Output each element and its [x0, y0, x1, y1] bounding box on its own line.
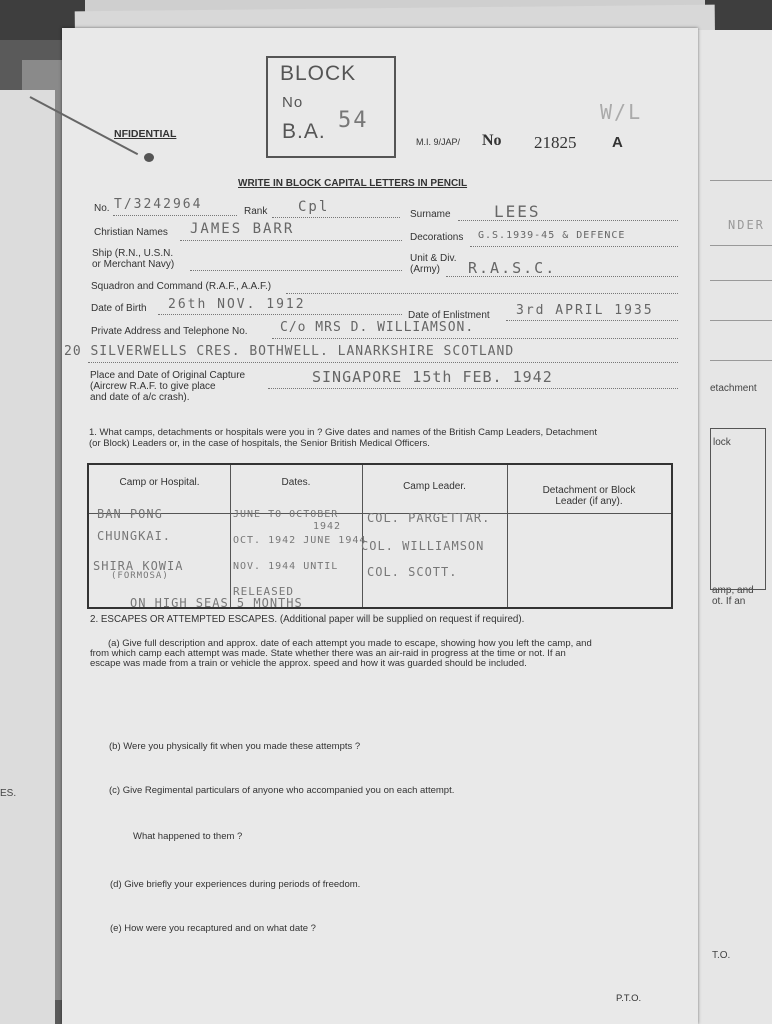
enlistment-label: Date of Enlistment: [408, 310, 490, 321]
right-sheet-text: etachment: [710, 383, 757, 394]
right-sheet-text: T.O.: [712, 950, 731, 961]
q2-title: 2. ESCAPES OR ATTEMPTED ESCAPES. (Additional paper will be supplied on request if required).: [90, 614, 525, 625]
string-knot: [144, 153, 154, 162]
table-header-detachment: Detachment or Block: [542, 485, 636, 496]
capture-label: Place and Date of Original Capture: [90, 370, 246, 381]
table-cell: CHUNGKAI.: [97, 529, 172, 543]
table-cell: NOV. 1944 UNTIL: [233, 561, 339, 572]
q2b-text: (b) Were you physically fit when you made these attempts ?: [109, 741, 361, 752]
dob-label: Date of Birth: [91, 303, 147, 314]
table-cell: COL. SCOTT.: [367, 565, 458, 579]
address-value-2[interactable]: 20 SILVERWELLS CRES. BOTHWELL. LANARKSHIRE SCOTLAND: [64, 344, 515, 359]
right-sheet-text: lock: [713, 437, 731, 448]
right-sheet-text: ot. If an: [712, 596, 746, 607]
service-no-value[interactable]: T/3242964: [114, 197, 203, 212]
table-header-leader: Camp Leader.: [403, 481, 466, 492]
q2c-followup: What happened to them ?: [133, 831, 243, 842]
q2a-text-2: from which camp each attempt was made. State whether there was an air-raid in progress at the time or not. If an: [90, 648, 566, 659]
decorations-value[interactable]: G.S.1939-45 & DEFENCE: [478, 230, 626, 241]
initials-handwriting: W/L: [600, 100, 643, 124]
table-cell: BAN PONG: [97, 507, 163, 521]
table-header-detachment-2: Leader (if any).: [555, 496, 623, 507]
instruction-heading: WRITE IN BLOCK CAPITAL LETTERS IN PENCIL: [238, 178, 468, 189]
stamp-ba: B.A.: [282, 120, 326, 143]
address-value-1[interactable]: C/o MRS D. WILLIAMSON.: [280, 320, 475, 335]
decorations-label: Decorations: [410, 232, 464, 243]
christian-names-label: Christian Names: [94, 227, 168, 238]
left-underlying-sheet: [0, 90, 55, 1024]
unit-label: Unit & Div.: [410, 253, 457, 264]
table-cell: RELEASED: [233, 585, 294, 598]
capture-value[interactable]: SINGAPORE 15th FEB. 1942: [312, 368, 553, 386]
table-cell: COL. PARGETTAR.: [367, 511, 491, 525]
surname-label: Surname: [410, 209, 451, 220]
capture-label-2: (Aircrew R.A.F. to give place: [90, 381, 216, 392]
table-overflow-note: ON HIGH SEAS 5 MONTHS: [130, 596, 303, 610]
left-sheet-text: ES.: [0, 788, 17, 799]
ship-label: Ship (R.N., U.S.N.: [92, 248, 174, 259]
table-cell: 1942: [313, 521, 342, 532]
table-cell: OCT. 1942 JUNE 1944: [233, 535, 367, 546]
dob-value[interactable]: 26th NOV. 1912: [168, 297, 306, 312]
christian-names-value[interactable]: JAMES BARR: [190, 221, 295, 237]
enlistment-value[interactable]: 3rd APRIL 1935: [516, 303, 654, 318]
classification-label: NFIDENTIAL: [114, 128, 177, 140]
table-cell: (FORMOSA): [111, 571, 169, 581]
address-label: Private Address and Telephone No.: [91, 326, 248, 337]
ship-label-2: or Merchant Navy): [92, 259, 175, 270]
rank-value[interactable]: Cpl: [298, 199, 330, 215]
table-cell: SHIRA KOWIA: [93, 559, 184, 573]
stamp-number: 54: [338, 108, 369, 133]
table-cell: JUNE TO OCTOBER: [233, 509, 339, 520]
q2c-text: (c) Give Regimental particulars of anyone who accompanied you on each attempt.: [109, 785, 455, 796]
surname-value[interactable]: LEES: [494, 202, 541, 221]
right-sheet-text: amp, and: [712, 585, 754, 596]
q2a-text-3: escape was made from a train or vehicle the approx. speed and how it was guarded should be included.: [90, 658, 527, 669]
q2d-text: (d) Give briefly your experiences during periods of freedom.: [110, 879, 361, 890]
form-number: 21825: [534, 133, 577, 152]
right-sheet-box: [710, 428, 766, 590]
pto-label: P.T.O.: [616, 993, 642, 1004]
squadron-label: Squadron and Command (R.A.F., A.A.F.): [91, 281, 272, 292]
table-header-dates: Dates.: [281, 477, 311, 488]
block-stamp: [266, 56, 396, 158]
unit-label-2: (Army): [410, 264, 440, 275]
q1-text-2: (or Block) Leaders or, in the case of hospitals, the Senior British Medical Officers.: [89, 438, 430, 449]
camps-table: [87, 463, 673, 609]
rank-label: Rank: [244, 206, 268, 217]
table-header-camp: Camp or Hospital.: [119, 477, 200, 488]
q2e-text: (e) How were you recaptured and on what date ?: [110, 923, 316, 934]
form-suffix: A: [612, 134, 623, 151]
right-sheet-handwriting: NDER: [728, 218, 765, 232]
q2a-text: (a) Give full description and approx. date of each attempt you made to escape, showing how you left the camp, and: [108, 638, 592, 649]
stamp-block: BLOCK: [280, 62, 357, 85]
mi9-reference: M.I. 9/JAP/: [416, 137, 461, 147]
capture-label-3: and date of a/c crash).: [90, 392, 190, 403]
service-no-label: No.: [94, 203, 110, 214]
table-cell: COL. WILLIAMSON: [361, 539, 485, 553]
q1-text: 1. What camps, detachments or hospitals were you in ? Give dates and names of the British Camp Leaders, Detachment: [89, 427, 597, 438]
stamp-no: No: [282, 94, 304, 111]
number-label: No: [482, 132, 502, 149]
unit-value[interactable]: R.A.S.C.: [468, 259, 557, 277]
